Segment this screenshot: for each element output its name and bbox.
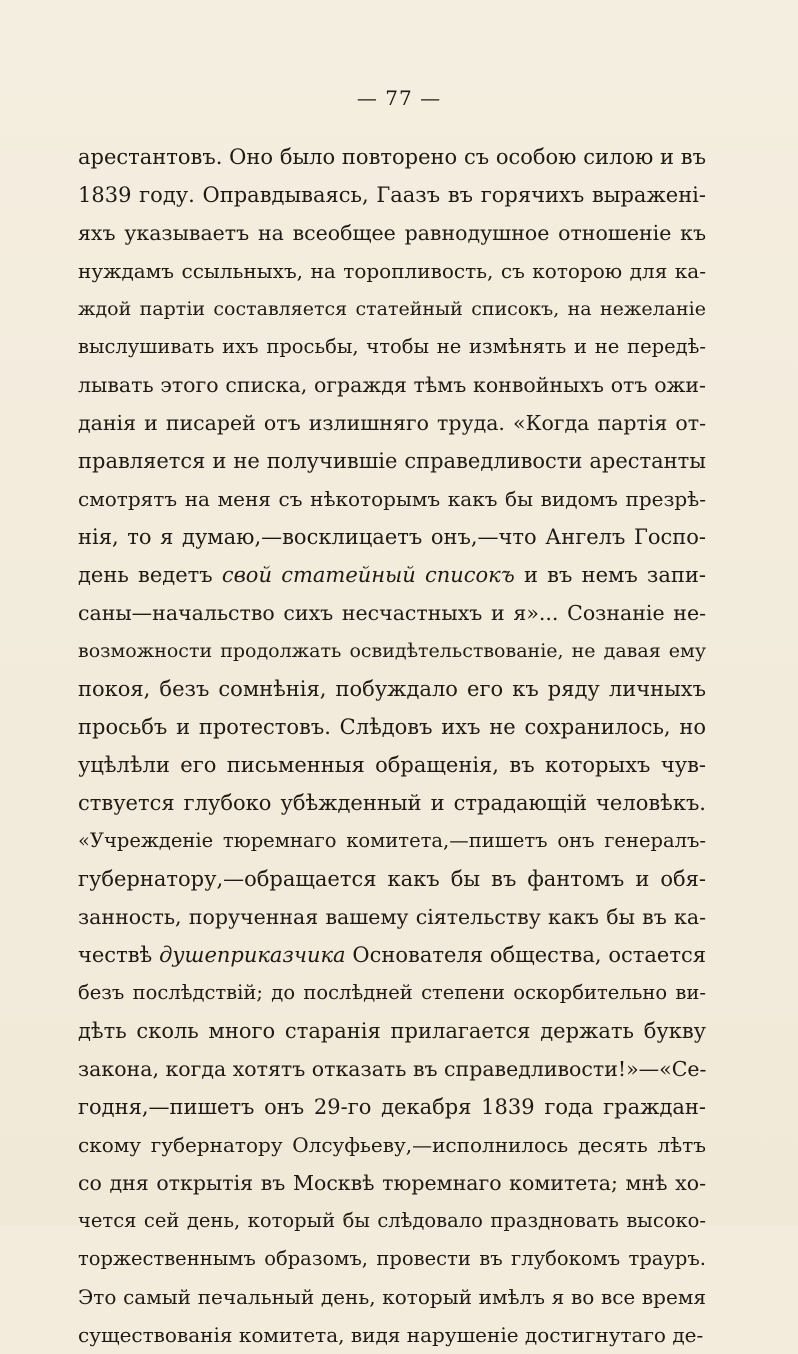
text-line: смотрятъ на меня съ нѣкоторымъ какъ бы видомъ презрѣ-	[78, 487, 706, 511]
text-run: Основателя общества, остается	[345, 943, 706, 967]
text-line: выслушивать ихъ просьбы, чтобы не измѣнять и не передѣ-	[78, 335, 706, 358]
text-run: чествѣ	[78, 943, 160, 967]
text-line: годня,—пишетъ онъ 29-го декабря 1839 года граждан-	[78, 1095, 706, 1119]
italic-emphasis: душеприказчика	[159, 943, 346, 967]
text-line: губернатору,—обращается какъ бы въ фантомъ и обя-	[78, 867, 706, 891]
text-line: дѣть сколь много старанія прилагается держать букву	[78, 1019, 706, 1043]
text-line: саны—начальство сихъ несчастныхъ и я»... Сознаніе не-	[78, 601, 706, 625]
text-run: день ведетъ	[78, 563, 222, 587]
text-line: безъ послѣдствій; до послѣдней степени оскорбительно ви-	[78, 981, 706, 1004]
text-line: Это самый печальный день, который имѣлъ я во все время	[78, 1285, 706, 1309]
text-line: арестантовъ. Оно было повторено съ особою силою и въ	[78, 145, 706, 169]
text-line: возможности продолжать освидѣтельствованіе, не давая ему	[78, 640, 706, 662]
text-line: со дня открытія въ Москвѣ тюремнаго комитета; мнѣ хо-	[78, 1171, 706, 1195]
text-line: скому губернатору Олсуфьеву,—исполнилось десять лѣтъ	[78, 1133, 706, 1157]
page-number: — 77 —	[356, 86, 442, 110]
text-line: 1839 году. Оправдываясь, Гаазъ въ горячихъ выражені-	[78, 183, 706, 207]
text-line: существованія комитета, видя нарушеніе достигнутаго де-	[78, 1323, 704, 1347]
text-line: просьбъ и протестовъ. Слѣдовъ ихъ не сохранилось, но	[78, 715, 706, 739]
text-line: правляется и не получившіе справедливости арестанты	[78, 449, 706, 473]
text-line: чется сей день, который бы слѣдовало праздновать высоко-	[78, 1209, 706, 1232]
text-line: нія, то я думаю,—восклицаетъ онъ,—что Ангелъ Госпо-	[78, 525, 706, 549]
text-line: занность, порученная вашему сіятельству какъ бы въ ка-	[78, 905, 706, 929]
text-run: и въ немъ запи-	[514, 563, 706, 587]
text-line	[78, 936, 706, 974]
text-line: уцѣлѣли его письменныя обращенія, въ которыхъ чув-	[78, 753, 706, 777]
body-text	[78, 138, 706, 1354]
text-line: ждой партіи составляется статейный списокъ, на нежеланіе	[78, 298, 706, 320]
text-line: данія и писарей отъ излишняго труда. «Когда партія от-	[78, 411, 706, 435]
text-line: нуждамъ ссыльныхъ, на торопливость, съ которою для ка-	[78, 259, 706, 283]
text-line: ствуется глубоко убѣжденный и страдающій человѣкъ.	[78, 791, 706, 815]
text-line: закона, когда хотятъ отказать въ справедливости!»—«Се-	[78, 1057, 706, 1081]
text-line: торжественнымъ образомъ, провести въ глубокомъ трауръ.	[78, 1247, 706, 1270]
text-line	[78, 556, 706, 594]
text-line: лывать этого списка, ограждя тѣмъ конвойныхъ отъ ожи-	[78, 373, 706, 397]
text-line: яхъ указываетъ на всеобщее равнодушное отношеніе къ	[78, 221, 706, 245]
italic-emphasis: свой статейный списокъ	[221, 563, 515, 587]
text-line: покоя, безъ сомнѣнія, побуждало его къ ряду личныхъ	[78, 677, 706, 701]
text-line: «Учрежденіе тюремнаго комитета,—пишетъ онъ генералъ-	[78, 829, 706, 852]
